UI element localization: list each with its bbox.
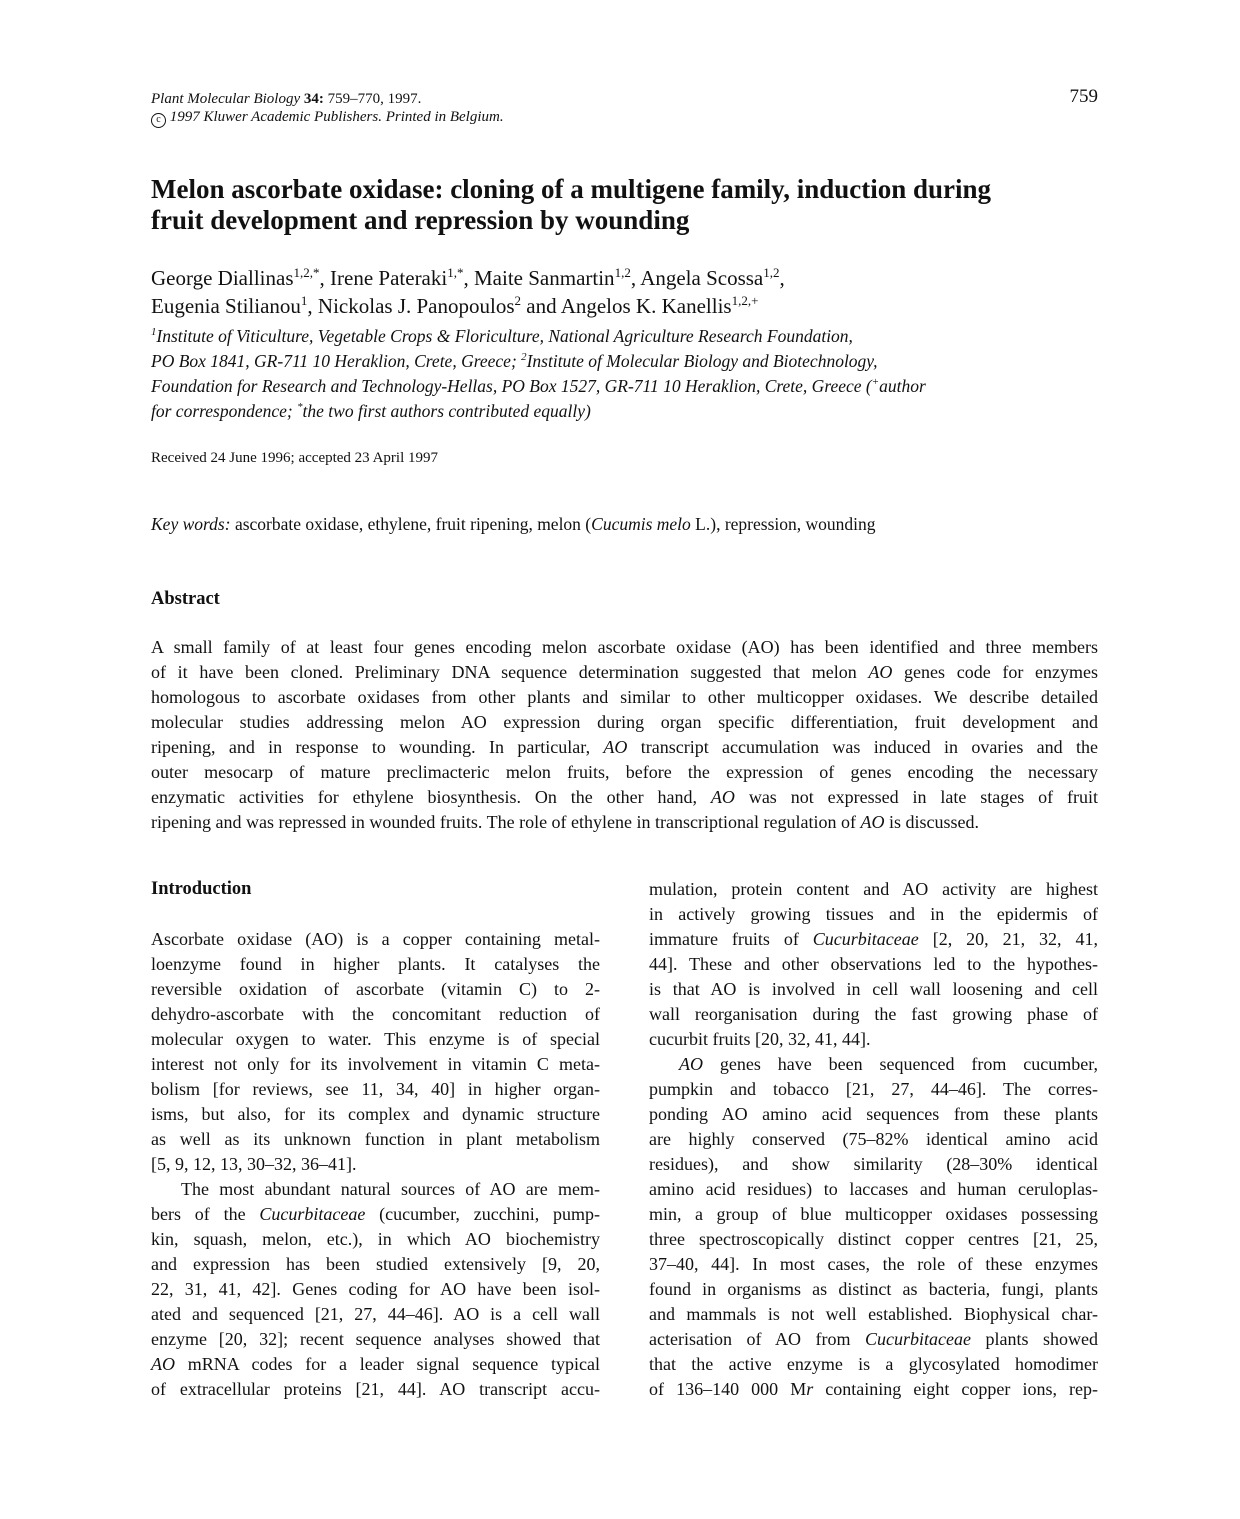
text-line [151, 1352, 600, 1377]
italic-term: AO [151, 1354, 175, 1374]
text-line [151, 1152, 600, 1177]
author-mark: 1,2,+ [731, 293, 759, 308]
author-connector: and [526, 294, 557, 318]
author-name: George Diallinas [151, 266, 294, 290]
text-run: immature fruits of [649, 929, 813, 949]
author-line: Eugenia Stilianou$^1$, Nickolas J. Panopoulos$^2$ and Angelos K. Kanellis$^{1,2,+}$ [151, 293, 759, 318]
text-line [649, 1252, 1098, 1277]
text-run: amino acid residues) to laccases and human ceruloplas- [649, 1179, 1098, 1199]
text-line [151, 1002, 600, 1027]
text-line [649, 927, 1098, 952]
text-run: [5, 9, 12, 13, 30–32, 36–41]. [151, 1154, 357, 1174]
text-run: molecular studies addressing melon AO expression during organ specific differentiation, fruit development and [151, 712, 1098, 732]
text-run: molecular oxygen to water. This enzyme is of special [151, 1029, 600, 1049]
author-mark: 1,2 [614, 265, 631, 280]
text-run: and mammals is not well established. Biophysical char- [649, 1304, 1098, 1324]
text-run: genes code for enzymes [892, 662, 1098, 682]
text-line [151, 660, 1098, 685]
text-run: A small family of at least four genes encoding melon ascorbate oxidase (AO) has been identified and three members [151, 637, 1098, 657]
text-run: genes have been sequenced from cucumber, [703, 1054, 1098, 1074]
affiliation-text: PO Box 1841, GR-711 10 Heraklion, Crete, Greece; [151, 351, 522, 371]
affiliation-text: for correspondence; [151, 401, 298, 421]
text-run: 44]. These and other observations led to the hypothes- [649, 954, 1098, 974]
text-line [151, 735, 1098, 760]
keywords-text: ascorbate oxidase, ethylene, fruit ripening, melon ( [230, 514, 592, 534]
affiliation-text: author [879, 376, 926, 396]
text-run: interest not only for its involvement in vitamin C meta- [151, 1054, 600, 1074]
italic-term: Cucurbitaceae [259, 1204, 366, 1224]
text-run: acterisation of AO from [649, 1329, 865, 1349]
author-line: George Diallinas$^{1,2,*}$, Irene Pateraki$^{1,*}$, Maite Sanmartin$^{1,2}$, Angela Scossa$^{1,2}$, [151, 265, 785, 290]
author-mark: 1,2 [763, 265, 780, 280]
text-line [649, 1377, 1098, 1402]
text-run: as well as its unknown function in plant metabolism [151, 1129, 600, 1149]
text-run: [2, 20, 21, 32, 41, [918, 929, 1098, 949]
text-line [649, 1227, 1098, 1252]
introduction-column-right [649, 877, 1098, 1402]
text-line [151, 760, 1098, 785]
text-line [151, 1277, 600, 1302]
text-line [151, 685, 1098, 710]
text-run: transcript accumulation was induced in ovaries and the [627, 737, 1098, 757]
text-line [151, 1252, 600, 1277]
text-run: ripening, and in response to wounding. In particular, [151, 737, 604, 757]
affiliation-line [151, 374, 1111, 399]
copyright-text: 1997 Kluwer Academic Publishers. Printed in Belgium. [169, 109, 504, 125]
journal-name: Plant Molecular Biology [151, 91, 301, 107]
text-run: dehydro-ascorbate with the concomitant reduction of [151, 1004, 600, 1024]
text-line [151, 1102, 600, 1127]
affiliation-line [151, 324, 1111, 349]
text-run: ripening and was repressed in wounded fruits. The role of ethylene in transcriptional regulation of [151, 812, 861, 832]
text-line [151, 710, 1098, 735]
text-run: bers of the [151, 1204, 260, 1224]
text-run: Ascorbate oxidase (AO) is a copper containing metal- [151, 929, 600, 949]
text-line [151, 1127, 600, 1152]
keywords-species: Cucumis melo [591, 514, 691, 534]
text-run: homologous to ascorbate oxidases from other plants and similar to other multicopper oxidases. We describe detailed [151, 687, 1098, 707]
copyright-line [151, 107, 504, 128]
author-name: Irene Pateraki [330, 266, 448, 290]
author-mark: 2 [514, 293, 522, 308]
text-line [649, 1027, 1098, 1052]
affiliation-mark: + [871, 376, 880, 389]
keywords [151, 512, 876, 536]
text-line [649, 1277, 1098, 1302]
text-line [649, 1152, 1098, 1177]
text-line [649, 902, 1098, 927]
text-run: The most abundant natural sources of AO are mem- [181, 1179, 600, 1199]
text-line [151, 810, 1098, 835]
italic-term: Cucurbitaceae [865, 1329, 971, 1349]
affiliation-text: the two first authors contributed equally) [302, 401, 591, 421]
title-line: Melon ascorbate oxidase: cloning of a multigene family, induction during [151, 174, 992, 204]
italic-term: AO [603, 737, 628, 757]
text-run: is discussed. [884, 812, 979, 832]
italic-term: AO [860, 812, 885, 832]
keywords-label: Key words: [151, 514, 231, 534]
text-line [649, 1327, 1098, 1352]
journal-pages-year: 759–770, 1997. [327, 91, 422, 107]
text-run: bolism [for reviews, see 11, 34, 40] in higher organ- [151, 1079, 600, 1099]
keywords-text: L.), repression, wounding [690, 514, 876, 534]
title-line: fruit development and repression by wounding [151, 205, 690, 235]
affiliation-line [151, 399, 1111, 424]
author-list [151, 264, 1111, 320]
text-line [649, 1202, 1098, 1227]
text-run: reversible oxidation of ascorbate (vitamin C) to 2- [151, 979, 600, 999]
affiliation-text: Institute of Viticulture, Vegetable Crops & Floriculture, National Agriculture Research Foundation, [156, 326, 853, 346]
author-name: Angela Scossa [640, 266, 764, 290]
text-run: containing eight copper ions, rep- [813, 1379, 1099, 1399]
text-run: cucurbit fruits [20, 32, 41, 44]. [649, 1029, 871, 1049]
author-mark: 1,* [447, 265, 464, 280]
text-line [151, 977, 600, 1002]
text-run: kin, squash, melon, etc.), in which AO biochemistry [151, 1229, 600, 1249]
affiliations [151, 324, 1111, 424]
journal-citation [151, 89, 421, 109]
text-line [151, 1377, 600, 1402]
page-number: 759 [1069, 86, 1098, 107]
journal-volume: 34: [303, 91, 324, 107]
text-line [151, 927, 600, 952]
affiliation-text: Foundation for Research and Technology-Hellas, PO Box 1527, GR-711 10 Heraklion, Crete, Greece ( [151, 376, 872, 396]
text-run: 22, 31, 41, 42]. Genes coding for AO have been isol- [151, 1279, 600, 1299]
text-line [649, 1177, 1098, 1202]
text-line [151, 1027, 600, 1052]
text-line [649, 977, 1098, 1002]
text-run: and expression has been studied extensively [9, 20, [151, 1254, 600, 1274]
text-line [649, 952, 1098, 977]
text-line [649, 877, 1098, 902]
italic-term: Cucurbitaceae [812, 929, 919, 949]
text-run: that the active enzyme is a glycosylated homodimer [649, 1354, 1098, 1374]
text-line [151, 635, 1098, 660]
text-run: residues), and show similarity (28–30% identical [649, 1154, 1098, 1174]
author-name: Eugenia Stilianou [151, 294, 301, 318]
author-mark: 1 [300, 293, 308, 308]
text-run: loenzyme found in higher plants. It catalyses the [151, 954, 600, 974]
introduction-heading: Introduction [151, 879, 252, 899]
text-run: isms, but also, for its complex and dynamic structure [151, 1104, 600, 1124]
italic-term: AO [679, 1054, 703, 1074]
introduction-column-left [151, 927, 600, 1402]
text-run: is that AO is involved in cell wall loosening and cell [649, 979, 1098, 999]
text-run: of extracellular proteins [21, 44]. AO transcript accu- [151, 1379, 600, 1399]
text-line [649, 1352, 1098, 1377]
text-line [649, 1302, 1098, 1327]
text-line [151, 785, 1098, 810]
text-line [649, 1052, 1098, 1077]
text-run: ated and sequenced [21, 27, 44–46]. AO is a cell wall [151, 1304, 600, 1324]
text-run: plants showed [970, 1329, 1098, 1349]
affiliation-text: Institute of Molecular Biology and Biotechnology, [526, 351, 878, 371]
text-line [151, 1302, 600, 1327]
text-run: mRNA codes for a leader signal sequence typical [175, 1354, 600, 1374]
text-run: pumpkin and tobacco [21, 27, 44–46]. The corres- [649, 1079, 1098, 1099]
text-run: outer mesocarp of mature preclimacteric melon fruits, before the expression of genes encoding the necessary [151, 762, 1098, 782]
author-name: Angelos K. Kanellis [560, 294, 732, 318]
text-line [649, 1077, 1098, 1102]
affiliation-mark: 1 [151, 326, 157, 339]
text-run: of 136–140 000 M [649, 1379, 807, 1399]
text-run: min, a group of blue multicopper oxidases possessing [649, 1204, 1098, 1224]
paper-title [151, 174, 1111, 236]
text-line [649, 1127, 1098, 1152]
received-dates: Received 24 June 1996; accepted 23 April 1997 [151, 450, 439, 466]
text-run: wall reorganisation during the fast growing phase of [649, 1004, 1098, 1024]
text-line [649, 1002, 1098, 1027]
abstract-heading: Abstract [151, 589, 220, 609]
italic-term: AO [710, 787, 735, 807]
text-run: mulation, protein content and AO activity are highest [649, 879, 1098, 899]
text-line [151, 1327, 600, 1352]
text-run: in actively growing tissues and in the epidermis of [649, 904, 1098, 924]
text-run: (cucumber, zucchini, pump- [365, 1204, 600, 1224]
text-line [151, 1052, 600, 1077]
text-run: 37–40, 44]. In most cases, the role of these enzymes [649, 1254, 1098, 1274]
affiliation-mark: * [297, 401, 303, 414]
text-line [151, 1202, 600, 1227]
text-run: ponding AO amino acid sequences from these plants [649, 1104, 1098, 1124]
text-line [151, 1077, 600, 1102]
author-name: Maite Sanmartin [474, 266, 615, 290]
text-line [151, 1177, 600, 1202]
text-run: are highly conserved (75–82% identical amino acid [649, 1129, 1098, 1149]
text-run: enzyme [20, 32]; recent sequence analyses showed that [151, 1329, 600, 1349]
text-line [151, 952, 600, 977]
text-run: enzymatic activities for ethylene biosynthesis. On the other hand, [151, 787, 711, 807]
text-line [151, 1227, 600, 1252]
text-run: three spectroscopically distinct copper centres [21, 25, [649, 1229, 1098, 1249]
italic-term: r [806, 1379, 814, 1399]
italic-term: AO [868, 662, 893, 682]
author-mark: 1,2,* [293, 265, 320, 280]
text-run: was not expressed in late stages of fruit [734, 787, 1098, 807]
affiliation-line [151, 349, 1111, 374]
author-name: Nickolas J. Panopoulos [317, 294, 515, 318]
affiliation-mark: 2 [521, 351, 527, 364]
copyright-icon: c [151, 113, 166, 128]
abstract-body [151, 635, 1098, 835]
text-line [649, 1102, 1098, 1127]
text-run: found in organisms as distinct as bacteria, fungi, plants [649, 1279, 1098, 1299]
text-run: of it have been cloned. Preliminary DNA sequence determination suggested that melon [151, 662, 869, 682]
